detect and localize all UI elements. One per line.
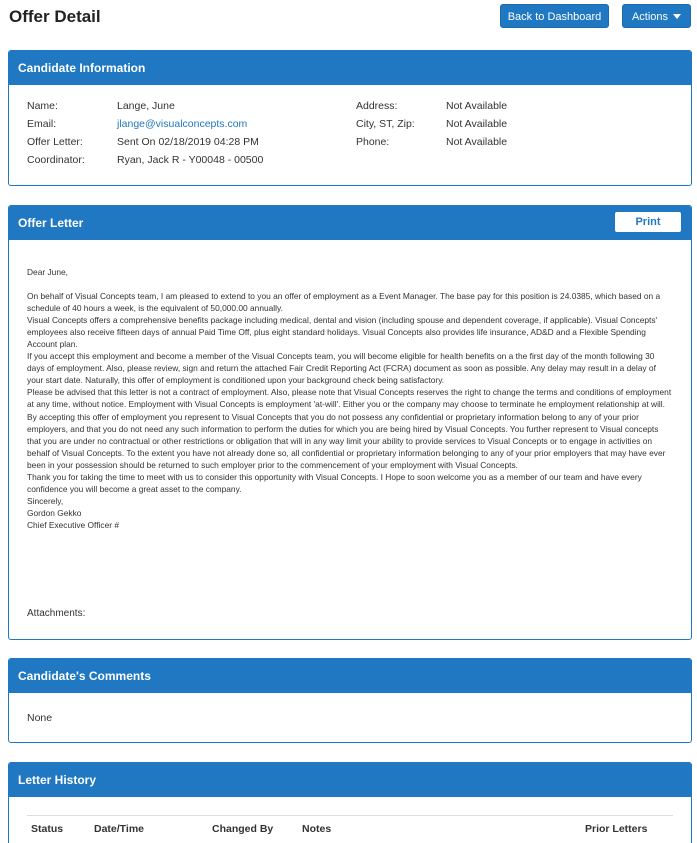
letter-paragraph-2: Visual Concepts offers a comprehensive benefits package including medical, dental and vision (including spouse and dependent coverage, if applicable). Visual Concepts' employees also receive fifteen days of annual Paid Time Off, plus eight standard holidays. Visual Concepts also provides life insurance, AD&D and a Flexible Spending Account plan.	[27, 315, 658, 350]
letter-paragraph-1: On behalf of Visual Concepts team, I am pleased to extend to you an offer of employment as a Event Manager. The base pay for this position is 24.0385, which based on a schedule of 40 hours a week, is the equivalent of 50,000.00 annually.	[27, 291, 661, 314]
candidate-information-panel	[8, 50, 692, 186]
offer-letter-value: Sent On 02/18/2019 04:28 PM	[117, 136, 259, 148]
history-col-changed-by: Changed By	[212, 823, 274, 835]
page-title: Offer Detail	[9, 7, 101, 26]
offer-letter-heading	[9, 206, 691, 240]
actions-dropdown-button[interactable]	[622, 4, 691, 28]
letter-paragraph-4: Please be advised that this letter is not a contract of employment. Also, please note that Visual Concepts reserves the right to change the terms and conditions of employment at any time, without notice. Employment with Visual Concepts is employment 'at-will'. Either you or the company may choose to terminate he employment relationship at will.	[27, 387, 672, 410]
letter-greeting: Dear June,	[27, 267, 68, 277]
history-divider	[27, 815, 673, 816]
letter-paragraph-3: If you accept this employment and become a member of the Visual Concepts team, you will become eligible for health benefits on a the first day of the month following 30 days of employment. Also, please review, sign and return the attached Fair Credit Reporting Act (FCRA) document as soon as possible. Any delay may result in a delay of your start date. Naturally, this offer of employment is conditioned upon your background check being satisfactory.	[27, 351, 656, 386]
email-link[interactable]: jlange@visualconcepts.com	[117, 118, 248, 130]
letter-body	[9, 240, 691, 531]
history-col-datetime: Date/Time	[94, 823, 144, 835]
letter-closing: Sincerely,	[27, 495, 64, 506]
coordinator-value: Ryan, Jack R - Y00048 - 00500	[117, 154, 264, 166]
offer-letter-label: Offer Letter:	[27, 136, 83, 148]
history-col-prior-letters: Prior Letters	[585, 823, 648, 835]
name-value: Lange, June	[117, 100, 175, 112]
offer-letter-panel	[8, 205, 692, 640]
city-label: City, ST, Zip:	[356, 118, 415, 130]
letter-history-heading: Letter History	[9, 763, 691, 797]
letter-paragraph-6: Thank you for taking the time to meet with us to consider this opportunity with Visual Concepts. I Hope to soon welcome you as a member of our team and have every confidence you will become a great asset to the company.	[27, 471, 642, 494]
print-button[interactable]: Print	[614, 211, 682, 233]
email-label: Email:	[27, 118, 57, 130]
candidate-information-heading: Candidate Information	[9, 51, 691, 85]
letter-paragraph-5: By accepting this offer of employment you represent to Visual Concepts that you do not possess any confidential or proprietary information belong to any of your prior employers, and that you do not need any such information to perform the duties for which you are being hired by Visual Concepts. You further represent to Visual concepts that you are under no contractual or other restrictions or obligation that will in any way limit your ability to provide services to Visual Concepts or to engage in activities on behalf of Visual Concepts. To the extent you have not already done so, all confidential or proprietary information belonging to any of your prior employers that may have ever been in your possession should be returned to such employer prior to the commencement of your employment with Visual Concepts.	[27, 411, 666, 470]
coordinator-label: Coordinator:	[27, 154, 85, 166]
city-value: Not Available	[446, 118, 508, 130]
offer-letter-title: Offer Letter	[18, 216, 84, 230]
address-value: Not Available	[446, 100, 508, 112]
letter-history-panel	[8, 762, 692, 843]
address-label: Address:	[356, 100, 398, 112]
candidate-comments-panel	[8, 658, 692, 743]
back-to-dashboard-button[interactable]: Back to Dashboard	[500, 4, 609, 28]
caret-down-icon	[673, 14, 681, 19]
phone-value: Not Available	[446, 136, 508, 148]
letter-signer: Gordon Gekko	[27, 507, 82, 518]
candidate-comments-text: None	[27, 712, 53, 724]
history-col-notes: Notes	[302, 823, 332, 835]
name-label: Name:	[27, 100, 58, 112]
history-col-status: Status	[31, 823, 64, 835]
phone-label: Phone:	[356, 136, 390, 148]
candidate-comments-heading: Candidate's Comments	[9, 659, 691, 693]
attachments-label: Attachments:	[27, 608, 86, 619]
actions-label: Actions	[631, 11, 669, 23]
letter-signer-title: Chief Executive Officer #	[27, 519, 120, 530]
